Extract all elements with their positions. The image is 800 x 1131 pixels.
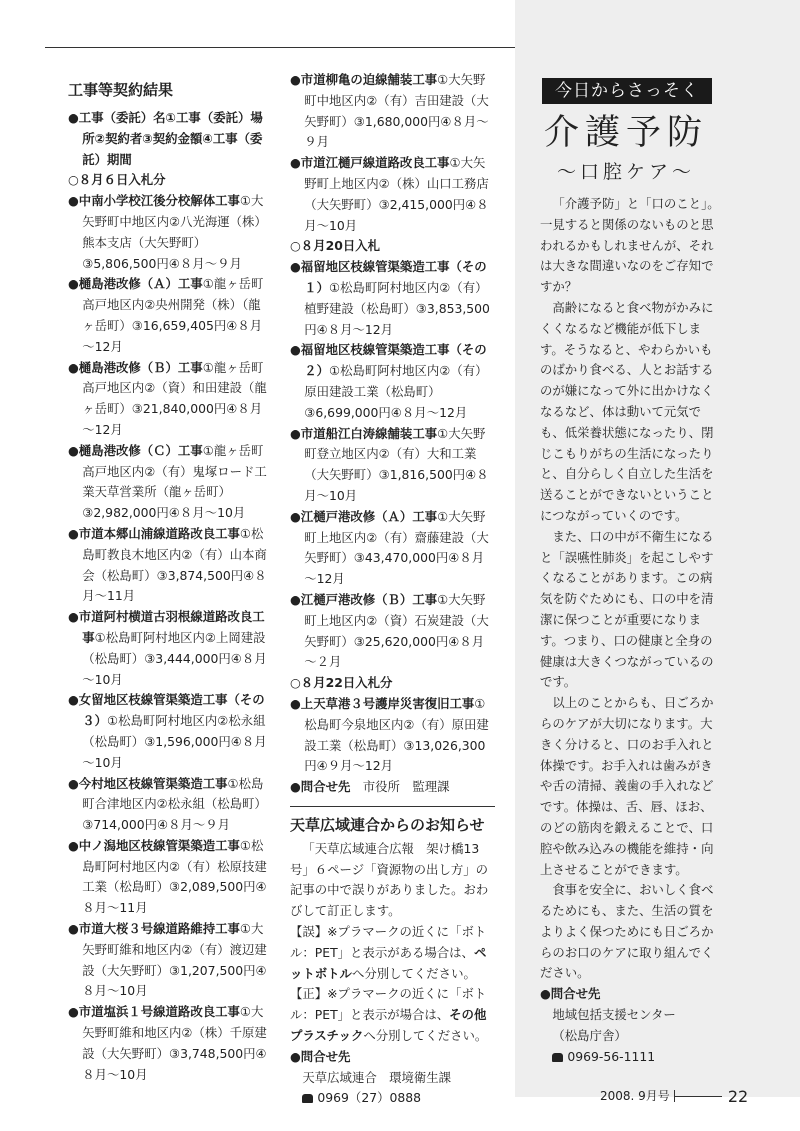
contract-details: ①龍ヶ岳町高戸地区内②（有）鬼塚ロード工業天草営業所（龍ヶ岳町）③2,982,000円④８月～10月: [82, 442, 267, 521]
contract-details: ①大矢野町上地区内②（株）山口工務店（大矢野町）③2,415,000円④８月～10月: [304, 155, 489, 233]
contract-title: ●福留地区枝線管渠築造工事（その２）: [290, 342, 487, 379]
contract-details: ①龍ヶ岳町高戸地区内②（資）和田建設（龍ヶ岳町）③21,840,000円④８月～12月: [82, 359, 267, 437]
care-paragraph: 高齢になると食べ物がかみにくくなるなど機能が低下します。そうなると、やわらかいものばかり食べる、人とお話するのが嫌になって外に出かけなくなるなど、体は動いて元気でも、低栄養状態になったり、閉じこもりがちの生活になったりと、自分らしく自立した生活を送ることができないということにつながっていくのです。: [540, 299, 714, 523]
contract-title: ●市道大桜３号線道路維持工事: [68, 921, 240, 937]
contract-entry: [290, 257, 495, 340]
contract-title: ●中ノ潟地区枝線管渠築造工事: [68, 837, 240, 853]
section-divider: [290, 806, 495, 807]
contract-entry: [68, 774, 273, 836]
contract-entry: [68, 358, 273, 441]
contract-details: ①松島町阿村地区内②松永組（松島町）③1,596,000円④８月～10月: [82, 713, 267, 770]
contracts-list: [68, 170, 273, 1085]
contract-title: ●市道柳亀の迫線舗装工事: [290, 72, 438, 87]
notice-contact-phone: 0969（27）0888: [290, 1088, 495, 1109]
contract-title: ●女留地区枝線管渠築造工事（その３）: [68, 692, 265, 729]
contract-entry: [68, 441, 273, 524]
contract-entry: [68, 274, 273, 357]
contract-title: ●市道江樋戸線道路改良工事: [290, 155, 450, 171]
contract-entry: [68, 836, 273, 919]
care-contact-office: （松島庁舎）: [552, 1027, 627, 1043]
contract-details: ①松島町阿村地区内②（有）松原技建工業（松島町）③2,089,500円④８月～11月: [82, 837, 267, 916]
contracts-intro: ●工事（委託）名①工事（委託）場所②契約者③契約金額④工事（委託）期間: [68, 110, 263, 167]
contract-details: ①大矢野町上地区内②（資）石炭建設（大矢野町）③25,620,000円④８月～２月: [304, 591, 489, 670]
contract-entry: [290, 694, 495, 777]
contract-details: ①大矢野町中地区内②（有）吉田建設（大矢野町）③1,680,000円④８月～９月: [304, 72, 489, 150]
contract-title: ●福留地区枝線管渠築造工事（その１）: [290, 259, 487, 295]
care-contact-phone: 0969-56-1111: [540, 1047, 720, 1068]
section-title: 工事等契約結果: [68, 81, 174, 99]
contract-entry: [290, 153, 495, 236]
top-rule: [45, 47, 515, 48]
care-title: 介護予防: [543, 113, 708, 153]
notice-contact-org: 天草広域連合 環境衛生課: [302, 1069, 452, 1085]
contract-details: ①松島町教良木地区内②（有）山本商会（松島町）③3,874,500円④８月～11月: [82, 525, 267, 604]
care-subtitle: ～口腔ケア～: [556, 161, 695, 183]
footer-rule: [674, 1096, 722, 1097]
contract-entry: [290, 70, 495, 153]
contracts-list: [290, 70, 495, 798]
contract-entry: [68, 1002, 273, 1085]
bid-date-heading: ○８月20日入札: [290, 238, 381, 254]
contract-title: ●市道阿村横道古羽根線道路改良工事: [68, 609, 265, 645]
contract-details: ①松島町阿村地区内②上岡建設（松島町）③3,444,000円④８月～10月: [82, 629, 267, 687]
notice-right: 【正】※プラマークの近くに「ボトル：PET」と表示が場合は、その他プラスチックへ分別してください。: [290, 986, 488, 1044]
care-column: [540, 0, 720, 1067]
phone-icon: [302, 1094, 313, 1103]
contract-details: ①大矢野町上地区内②（有）齋藤建設（大矢野町）③43,470,000円④８月～12月: [304, 508, 489, 587]
notice-wrong: 【誤】※プラマークの近くに「ボトル：PET」と表示がある場合は、ペットボトルへ分別してください。: [290, 924, 487, 981]
contract-entry: [68, 524, 273, 607]
contact-line: [290, 777, 495, 798]
contract-details: ①大矢野町維和地区内②（株）千原建設（大矢野町）③3,748,500円④８月～10月: [82, 1004, 267, 1082]
notice-title: 天草広域連合からのお知らせ: [290, 815, 485, 834]
contract-title: ●樋島港改修（Ｂ）工事: [68, 359, 203, 375]
notice-lead: 「天草広域連合広報 架け橋13号」６ページ「資源物の出し方」の記事の中で誤りがありました。おわびして訂正します。: [290, 840, 489, 919]
contract-title: ●市道本郷山浦線道路改良工事: [68, 525, 240, 541]
contract-details: ①松島町阿村地区内②（有）植野建設（松島町）③3,853,500円④８月～12月: [304, 279, 490, 337]
contract-entry: [290, 424, 495, 507]
page-number: 22: [727, 1087, 749, 1106]
care-paragraph: 以上のことからも、日ごろからのケアが大切になります。大きく分けると、口のお手入れと体操です。お手入れは歯みがきや舌の清掃、義歯の手入れなどです。体操は、舌、唇、ほお、のどの筋肉を鍛えることで、口腔や飲み込みの機能を維持・向上させることができます。: [540, 695, 714, 877]
contracts-column-1: [68, 78, 273, 1085]
care-contact-title: ●問合せ先: [540, 986, 601, 1002]
care-contact-org: 地域包括支援センター: [552, 1007, 676, 1023]
page-footer: [600, 1087, 748, 1106]
contract-title: ●江樋戸港改修（Ｂ）工事: [290, 591, 438, 607]
contract-details: ①松島町阿村地区内②（有）原田建設工業（松島町）③6,699,000円④８月～12月: [304, 363, 488, 420]
contract-entry: [290, 507, 495, 590]
phone-icon: [552, 1053, 563, 1062]
contract-entry: [290, 590, 495, 673]
contract-title: ●樋島港改修（Ａ）工事: [68, 276, 203, 292]
contracts-column-2: [290, 70, 495, 1109]
care-badge: 今日からさっそく: [542, 78, 712, 104]
contract-title: ●樋島港改修（Ｃ）工事: [68, 442, 203, 458]
contract-title: ●中南小学校江後分校解体工事: [68, 193, 240, 209]
contact-title: ●問合せ先: [290, 779, 351, 795]
contact-body: 市役所 監理課: [350, 779, 450, 795]
bid-date-heading: ○８月22日入札分: [290, 675, 393, 691]
contract-title: ●市道船江白涛線舗装工事: [290, 425, 438, 441]
bid-date-heading: ○８月６日入札分: [68, 172, 166, 188]
contract-details: ①松島町合津地区内②松永組（松島町）③714,000円④８月～９月: [82, 775, 267, 833]
contract-details: ①大矢野町登立地区内②（有）大和工業（大矢野町）③1,816,500円④８月～10月: [304, 425, 489, 503]
contract-title: ●市道塩浜１号線道路改良工事: [68, 1004, 240, 1020]
contract-title: ●江樋戸港改修（Ａ）工事: [290, 508, 438, 524]
contract-entry: [290, 340, 495, 423]
contract-entry: [68, 191, 273, 274]
issue-label: 2008. 9月号: [600, 1089, 670, 1103]
care-paragraph: 「介護予防」と「口のこと」。一見すると関係のないものと思われるかもしれませんが、それは大きな間違いなのをご存知ですか？: [540, 196, 720, 295]
care-paragraph: 食事を安全に、おいしく食べるためにも、また、生活の質をよりよく保つためにも日ごろからのお口のケアに取り組んでください。: [540, 882, 714, 981]
contract-details: ①大矢野町中地区内②八光海運（株）熊本支店（大矢野町）③5,806,500円④８月～９月: [82, 193, 267, 271]
contract-details: ①大矢野町維和地区内②（有）渡辺建設（大矢野町）③1,207,500円④８月～10月: [82, 921, 267, 999]
care-paragraph: また、口の中が不衛生になると「誤嚥性肺炎」を起こしやすくなることがあります。この病気を防ぐためにも、口の中を清潔に保つことが重要になります。つまり、口の健康と全身の健康は大きくつながっているのです。: [540, 528, 714, 690]
contract-entry: [68, 607, 273, 690]
contract-details: ①松島町今泉地区内②（有）原田建設工業（松島町）③13,026,300円④９月～12月: [304, 695, 489, 774]
contract-entry: [68, 690, 273, 773]
contract-entry: [68, 919, 273, 1002]
contract-title: ●上天草港３号護岸災害復旧工事: [290, 695, 475, 711]
contract-title: ●今村地区枝線管渠築造工事: [68, 775, 228, 791]
contract-details: ①龍ヶ岳町高戸地区内②央州開発（株）（龍ヶ岳町）③16,659,405円④８月～12月: [82, 276, 264, 354]
notice-contact-title: ●問合せ先: [290, 1048, 351, 1064]
